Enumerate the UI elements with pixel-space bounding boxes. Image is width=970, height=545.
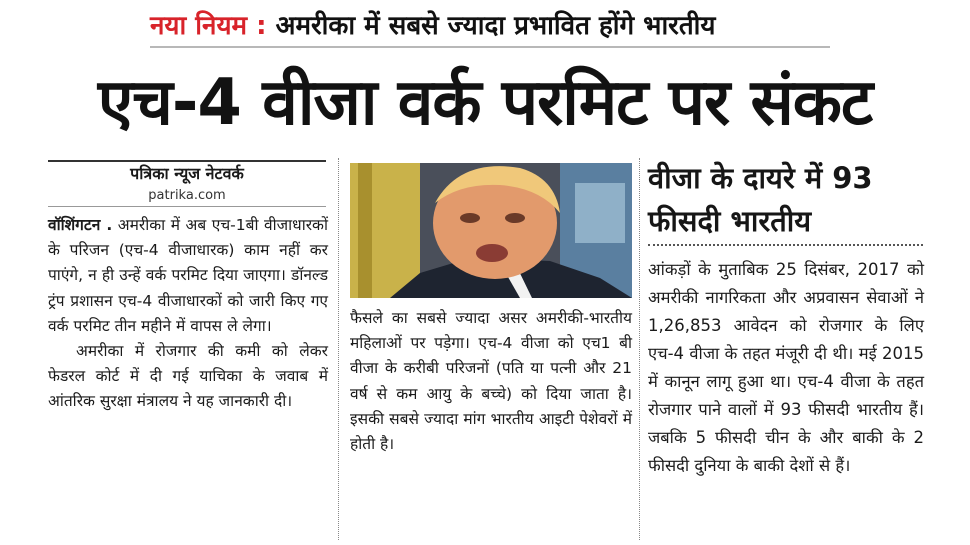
dateline: वॉशिंगटन . xyxy=(48,216,113,234)
sidebar-heading: वीजा के दायरे में 93 फीसदी भारतीय xyxy=(648,161,873,238)
article-column-middle xyxy=(350,306,632,457)
article-paragraph-2: अमरीका में रोजगार की कमी को लेकर फेडरल कोर्ट में दी गई याचिका के जवाब में आंतरिक सुरक्षा मंत्रालय ने यह जानकारी दी। xyxy=(48,342,328,411)
portrait-image xyxy=(350,163,632,298)
byline-site: patrika.com xyxy=(148,188,226,203)
byline-agency: पत्रिका न्यूज नेटवर्क xyxy=(130,164,244,183)
article-paragraph-1 xyxy=(48,213,328,339)
kicker-line xyxy=(150,8,830,48)
article-column-left xyxy=(48,213,328,415)
article-paragraph-3: फैसले का सबसे ज्यादा असर अमरीकी-भारतीय महिलाओं पर पड़ेगा। एच-4 वीजा को एच1 बी वीजा के करीबी परिजनों (पति या पत्नी और 21 वर्ष से कम आयु के बच्चे) को दिया जाता है। इसकी सबसे ज्यादा मांग भारतीय आइटी पेशेवरों में होती है। xyxy=(350,309,632,454)
sidebar-body xyxy=(648,256,924,480)
news-photo xyxy=(350,163,632,298)
sidebar-rule xyxy=(648,244,923,246)
column-divider-right xyxy=(639,158,640,540)
kicker-text: अमरीका में सबसे ज्यादा प्रभावित होंगे भारतीय xyxy=(275,11,716,41)
sidebar-paragraph: आंकड़ों के मुताबिक 25 दिसंबर, 2017 को अमरीकी नागरिकता और अप्रवासन सेवाओं ने 1,26,853 आवेदन को रोजगार के लिए एच-4 वीजा के तहत मंजूरी दी थी। मई 2015 में कानून लागू हुआ था। एच-4 वीजा के तहत रोजगार पाने वालों में 93 फीसदी भारतीय हैं। जबकि 5 फीसदी चीन के और बाकी के 2 फीसदी दुनिया के बाकी देशों से हैं। xyxy=(648,260,924,475)
article-paragraph-1-text: अमरीका में अब एच-1बी वीजाधारकों के परिजन (एच-4 वीजाधारक) काम नहीं कर पाएंगे, न ही उन्हें वर्क परमिट दिया जाएगा। डॉनल्ड ट्रंप प्रशासन एच-4 वीजाधारकों को जारी किए गए वर्क परमिट तीन महीने में वापस ले लेगा। xyxy=(48,216,328,335)
column-divider-left xyxy=(338,158,339,540)
byline xyxy=(48,160,326,207)
page-title: एच-4 वीजा वर्क परमिट पर संकट xyxy=(97,66,873,140)
kicker-tag: नया नियम : xyxy=(150,11,267,41)
